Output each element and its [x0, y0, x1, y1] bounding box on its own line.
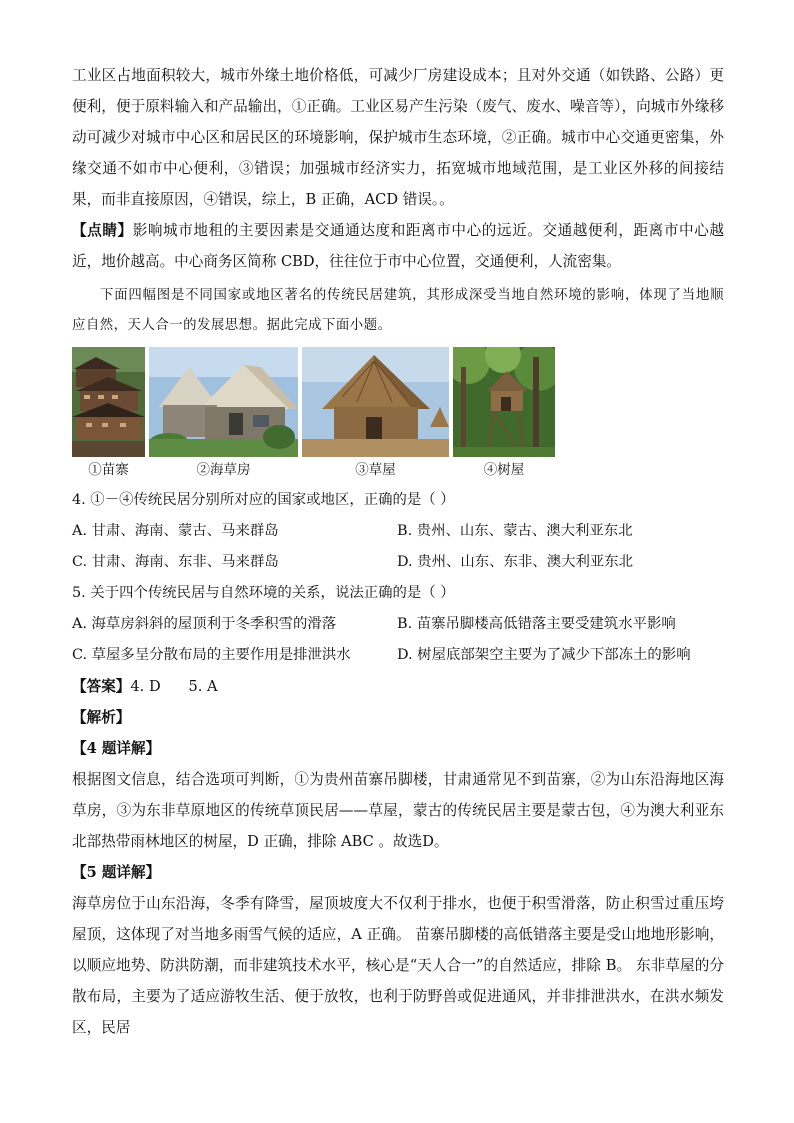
note-paragraph [72, 215, 724, 277]
answer-text: 4. D 5. A [130, 678, 218, 695]
note-text: 影响城市地租的主要因素是交通通达度和距离市中心的远近。交通越便利，距离市中心越近，地价越高。中心商务区简称 CBD，往往位于市中心位置，交通便利，人流密集。 [72, 222, 724, 270]
note-label: 【点睛】 [72, 222, 133, 239]
question-intro: 下面四幅图是不同国家或地区著名的传统民居建筑，其形成深受当地自然环境的影响，体现了当地顺应自然，天人合一的发展思想。据此完成下面小题。 [72, 288, 724, 333]
q5-option-b: B. 苗寨吊脚楼高低错落主要受建筑水平影响 [397, 616, 676, 632]
q4-option-b: B. 贵州、山东、蒙古、澳大利亚东北 [397, 523, 633, 539]
q5-option-d: D. 树屋底部架空主要为了减少下部冻土的影响 [397, 647, 691, 663]
photo-caption-1: ①苗寨 [88, 462, 129, 478]
photo-caption-3: ③草屋 [355, 462, 396, 478]
question-5-options [72, 609, 724, 671]
grass-hut-photo [302, 347, 449, 457]
q5-option-c: C. 草屋多呈分散布局的主要作用是排泄洪水 [72, 647, 351, 663]
question-5-stem: 5. 关于四个传统民居与自然环境的关系，说法正确的是（ ） [72, 585, 455, 601]
detail4-text: 根据图文信息，结合选项可判断，①为贵州苗寨吊脚楼，甘肃通常见不到苗寨，②为山东沿海地区海草房，③为东非草原地区的传统草顶民居——草屋，蒙古的传统民居主要是蒙古包，④为澳大利亚东北部热带雨林地区的树屋，D 正确，排除 ABC 。故选D。 [72, 771, 724, 850]
seaweed-house-photo [149, 347, 298, 457]
photo-captions [72, 459, 724, 481]
question-4-options [72, 516, 724, 578]
photo-caption-4: ④树屋 [483, 462, 525, 478]
detail5-label: 【5 题详解】 [72, 864, 161, 881]
photo-caption-2: ②海草房 [196, 462, 251, 478]
detail4-label: 【4 题详解】 [72, 740, 161, 757]
intro-paragraph: 工业区占地面积较大，城市外缘土地价格低，可减少厂房建设成本；且对外交通（如铁路、公路）更便利，便于原料输入和产品输出，①正确。工业区易产生污染（废气、废水、噪音等），向城市外缘移动可减少对城市中心区和居民区的环境影响，保护城市生态环境，②正确。城市中心交通更密集，外缘交通不如市中心便利，③错误；加强城市经济实力，拓宽城市地域范围，是工业区外移的间接结果，而非直接原因，④错误，综上，B 正确，ACD 错误。。 [72, 67, 724, 208]
tree-house-photo [453, 347, 555, 457]
analysis-label: 【解析】 [72, 709, 131, 726]
photo-strip [72, 347, 724, 457]
question-4-stem: 4. ①－④传统民居分别所对应的国家或地区，正确的是（ ） [72, 492, 455, 508]
q4-option-a: A. 甘肃、海南、蒙古、马来群岛 [72, 523, 279, 539]
document-page [72, 60, 724, 1043]
q5-option-a: A. 海草房斜斜的屋顶利于冬季积雪的滑落 [72, 616, 337, 632]
answer-line [72, 671, 724, 702]
miao-village-photo [72, 347, 145, 457]
q4-option-d: D. 贵州、山东、东非、澳大利亚东北 [397, 554, 634, 570]
detail5-text: 海草房位于山东沿海，冬季有降雪，屋顶坡度大不仅利于排水，也便于积雪滑落，防止积雪过重压垮屋顶，这体现了对当地多雨雪气候的适应，A 正确。 苗寨吊脚楼的高低错落主要是受山地地形影响，以顺应地势、防洪防潮，而非建筑技术水平，核心是“天人合一”的自然适应，排除 B。 东非草屋的分散布局，主要为了适应游牧生活、便于放牧，也利于防野兽或促进通风，并非排泄洪水，在洪水频发区，民居 [72, 895, 724, 1036]
q4-option-c: C. 甘肃、海南、东非、马来群岛 [72, 554, 279, 570]
answer-label: 【答案】 [72, 678, 131, 695]
